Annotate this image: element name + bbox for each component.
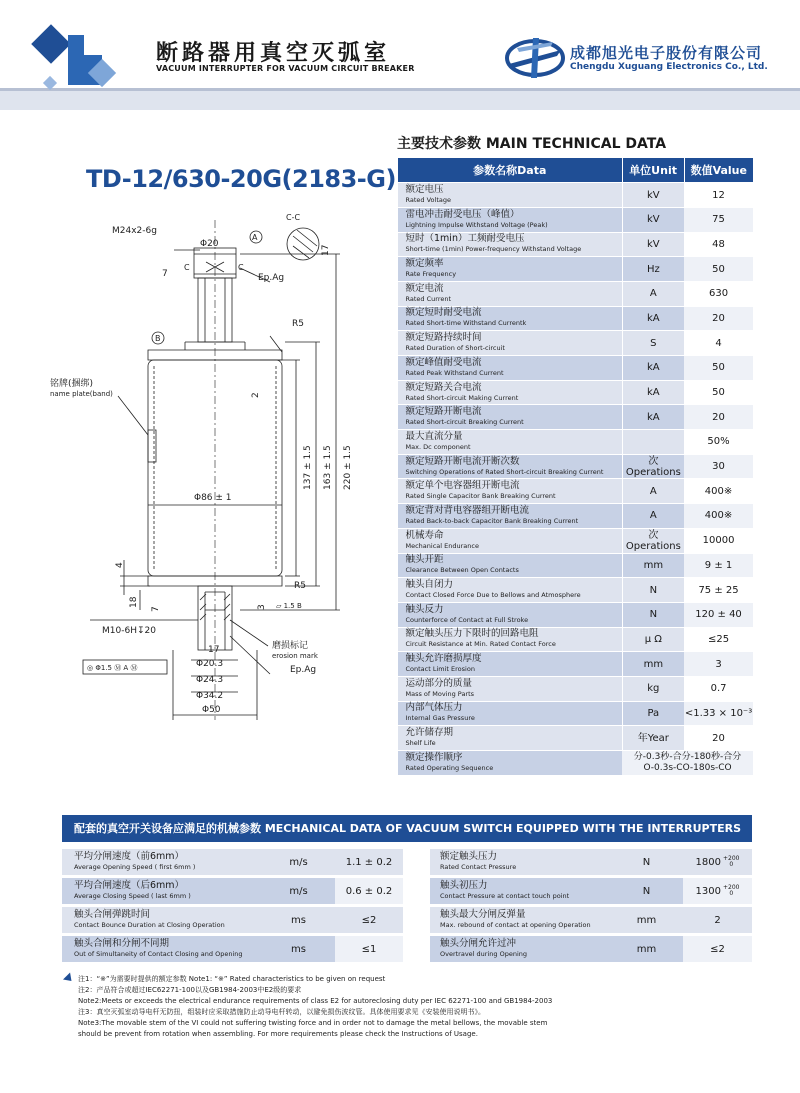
param-name	[398, 356, 623, 381]
table-row	[398, 578, 754, 603]
mech-param-unit: mm	[610, 936, 683, 962]
param-value: 12	[684, 183, 753, 208]
table-row	[398, 454, 754, 479]
param-unit: mm	[622, 553, 684, 578]
param-name-en: Rated Operating Sequence	[405, 764, 494, 773]
mech-param-cn: 触头分闸允许过冲	[440, 938, 517, 949]
label-erosion-cn: 磨损标记	[272, 641, 309, 651]
param-unit: μ Ω	[622, 627, 684, 652]
param-unit: kA	[622, 380, 684, 405]
param-name-en: Mechanical Endurance	[405, 541, 479, 550]
mech-param-value: ≤2	[683, 936, 752, 962]
label-r5-bottom: R5	[294, 581, 306, 591]
mech-row	[62, 936, 752, 962]
param-value: 3	[684, 652, 753, 677]
param-name-en: Rated Single Capacitor Bank Breaking Current	[405, 492, 556, 501]
mech-param-name	[430, 936, 610, 962]
param-value: 75	[684, 207, 753, 232]
param-value: 48	[684, 232, 753, 257]
label-phi20: Φ20	[200, 239, 219, 249]
tolerance: +200 0	[722, 855, 740, 868]
param-name-en: Switching Operations of Rated Short-circuit Breaking Current	[405, 467, 604, 476]
label-dim7b: 7	[151, 606, 161, 612]
mech-row	[62, 849, 752, 875]
table-row	[398, 627, 754, 652]
label-nameplate-en: name plate(band)	[50, 390, 113, 398]
mech-gap	[403, 878, 430, 904]
label-dim4: 4	[115, 562, 125, 568]
mech-param-cn: 平均分闸速度（前6mm）	[74, 851, 185, 862]
param-name	[398, 578, 623, 603]
param-name-cn: 额定电流	[405, 282, 444, 294]
param-name	[398, 232, 623, 257]
mech-param-name	[62, 849, 262, 875]
param-value: 10000	[684, 528, 753, 553]
mech-param-name	[430, 849, 610, 875]
header-band-line	[0, 88, 800, 91]
param-value: 50	[684, 356, 753, 381]
decor-diamond-icon	[31, 24, 71, 64]
param-unit: Hz	[622, 257, 684, 282]
table-row	[398, 281, 754, 306]
mech-param-name	[430, 878, 610, 904]
param-name-en: Rated Peak Withstand Current	[405, 368, 504, 377]
param-unit: 次 Operations	[622, 454, 684, 479]
param-name-en: Rated Duration of Short-circuit	[405, 344, 505, 353]
company-name-en: Chengdu Xuguang Electronics Co., Ltd.	[570, 62, 768, 72]
header-band	[0, 88, 800, 110]
param-value: 120 ± 40	[684, 602, 753, 627]
param-name	[398, 454, 623, 479]
param-name-cn: 允许储存期	[405, 727, 454, 739]
doc-title-cn: 断路器用真空灭弧室	[156, 41, 391, 66]
param-name	[398, 553, 623, 578]
param-name-cn: 内部气体压力	[405, 702, 463, 714]
table-row	[398, 356, 754, 381]
label-erosion-en: erosion mark	[272, 652, 318, 660]
table-row	[398, 380, 754, 405]
param-unit: kA	[622, 306, 684, 331]
mech-param-unit: m/s	[262, 849, 335, 875]
param-unit: A	[622, 479, 684, 504]
param-name-cn: 额定电压	[405, 184, 444, 196]
label-thread-bottom: M10-6H↧20	[102, 626, 156, 636]
param-name-cn: 额定短路关合电流	[405, 381, 482, 393]
notes	[78, 974, 738, 1040]
mech-param-cn: 触头最大分闸反弹量	[440, 909, 526, 920]
param-unit: A	[622, 504, 684, 529]
table-row	[398, 430, 754, 455]
label-c-right: C	[238, 263, 244, 272]
col-header-name: 参数名称Data	[398, 158, 623, 183]
table-row	[398, 232, 754, 257]
mech-param-value: 2	[683, 907, 752, 933]
param-name	[398, 528, 623, 553]
table-row	[398, 306, 754, 331]
param-unit: kV	[622, 207, 684, 232]
label-dim18: 18	[129, 596, 139, 608]
table-row	[398, 479, 754, 504]
param-name	[398, 504, 623, 529]
label-ep-ag-bottom: Ep.Ag	[290, 665, 317, 675]
param-name-cn: 触头开距	[405, 554, 444, 566]
param-name	[398, 701, 623, 726]
param-value: 400※	[684, 479, 753, 504]
param-name-en: Shelf Life	[405, 739, 436, 748]
table-row	[398, 504, 754, 529]
label-dim17b: 17	[208, 645, 220, 655]
table-row	[398, 602, 754, 627]
param-name-cn: 短时（1min）工频耐受电压	[405, 233, 525, 245]
param-name	[398, 207, 623, 232]
table-row	[398, 652, 754, 677]
param-unit: 年Year	[622, 726, 684, 751]
table-row	[398, 676, 754, 701]
param-name-en: Max. Dc component	[405, 442, 471, 451]
param-name-en: Clearance Between Open Contacts	[405, 566, 519, 575]
tolerance: +200 0	[722, 884, 740, 897]
label-circle-b: B	[155, 334, 161, 343]
note-line: 注3：真空灭弧室动导电杆无防扭，组装时应采取措施防止动导电杆转动，以避免损伤波纹管。具体使用要求见《安装使用说明书》。	[78, 1008, 485, 1016]
mech-param-cn: 额定触头压力	[440, 851, 498, 862]
param-name	[398, 183, 623, 208]
param-value: ≤25	[684, 627, 753, 652]
mech-param-cn: 触头合闸和分闸不同期	[74, 938, 170, 949]
param-value: 50%	[684, 430, 753, 455]
param-unit: N	[622, 602, 684, 627]
param-name	[398, 627, 623, 652]
param-name-cn: 额定背对背电容器组开断电流	[405, 504, 530, 516]
param-name-en: Rated Voltage	[405, 196, 451, 205]
label-dim3: 3	[257, 604, 267, 610]
mech-param-en: Average Closing Speed ( last 6mm )	[74, 892, 191, 900]
param-name	[398, 306, 623, 331]
interrupter-drawing	[50, 200, 360, 730]
param-name-cn: 雷电冲击耐受电压（峰值）	[405, 208, 520, 220]
mech-param-name	[430, 907, 610, 933]
param-unit: kg	[622, 676, 684, 701]
param-value: 400※	[684, 504, 753, 529]
param-name-cn: 额定触头压力下限时的回路电阻	[405, 628, 539, 640]
mech-param-unit: m/s	[262, 878, 335, 904]
mech-gap	[403, 849, 430, 875]
mech-param-value: 0.6 ± 0.2	[335, 878, 403, 904]
param-name-cn: 触头反力	[405, 603, 444, 615]
param-value: 20	[684, 306, 753, 331]
param-name-en: Internal Gas Pressure	[405, 714, 475, 723]
mech-param-en: Rated Contact Pressure	[440, 863, 517, 871]
mech-param-en: Out of Simultaneity of Contact Closing and Opening	[74, 950, 243, 958]
label-section: C-C	[286, 213, 301, 222]
param-name-cn: 额定短路持续时间	[405, 332, 482, 344]
label-nameplate-cn: 铭牌(捆绑)	[50, 379, 94, 389]
label-phi34: Φ34.2	[196, 691, 224, 701]
param-value: 630	[684, 281, 753, 306]
param-value: 75 ± 25	[684, 578, 753, 603]
mech-param-unit: ms	[262, 936, 335, 962]
label-fcf-coax: ◎ Φ1.5 Ⓜ A Ⓜ	[87, 664, 138, 672]
mech-param-unit: ms	[262, 907, 335, 933]
mech-param-value: 1800 +200 0	[683, 849, 752, 875]
table-row	[398, 726, 754, 751]
mech-param-name	[62, 936, 262, 962]
param-unit	[622, 430, 684, 455]
note-line: 注2：产品符合或超过IEC62271-100以及GB1984-2003中E2级的要求	[78, 986, 302, 994]
mech-param-cn: 触头合闸弹跳时间	[74, 909, 151, 920]
label-fcf-flat: ⏥ 1.5 B	[276, 602, 302, 610]
label-r5-top: R5	[292, 319, 304, 329]
param-name	[398, 676, 623, 701]
param-name-en: Mass of Moving Parts	[405, 689, 475, 698]
param-name-en: Short-time (1min) Power-frequency Withstand Voltage	[405, 245, 582, 254]
param-name-en: Rated Current	[405, 294, 452, 303]
param-name-cn: 额定单个电容器组开断电流	[405, 480, 520, 492]
table-row	[398, 207, 754, 232]
param-value: 50	[684, 380, 753, 405]
mech-param-en: Contact Bounce Duration at Closing Operation	[74, 921, 225, 929]
param-name	[398, 602, 623, 627]
main-data-table	[397, 158, 753, 775]
param-name-cn: 额定短路开断电流开断次数	[405, 455, 520, 467]
mech-param-name	[62, 907, 262, 933]
mech-param-en: Max. rebound of contact at opening Operation	[440, 921, 591, 929]
table-row	[398, 553, 754, 578]
mech-param-cn: 触头初压力	[440, 880, 488, 891]
param-name-cn: 机械寿命	[405, 529, 444, 541]
param-unit: kV	[622, 232, 684, 257]
table-row	[398, 183, 754, 208]
param-value: 50	[684, 257, 753, 282]
param-name	[398, 257, 623, 282]
param-unit: N	[622, 578, 684, 603]
param-unit: 次 Operations	[622, 528, 684, 553]
param-name-cn: 额定短时耐受电流	[405, 307, 482, 319]
mech-param-value: 1300 +200 0	[683, 878, 752, 904]
label-phi20b: Φ20.3	[196, 659, 224, 669]
note-line: Note3:The movable stem of the VI could not suffering twisting force and in order not to damage the metal bellows, the movable stem	[78, 1019, 548, 1027]
note-line: 注1：“※”为需要时提供的额定参数 Note1: “※” Rated characteristics to be given on request	[78, 975, 386, 983]
param-name	[398, 331, 623, 356]
param-name-cn: 额定短路开断电流	[405, 406, 482, 418]
mech-param-unit: mm	[610, 907, 683, 933]
label-c7: 7	[162, 269, 168, 279]
mechanical-table	[62, 846, 752, 965]
note-line: Note2:Meets or exceeds the electrical endurance requirements of class E2 for autoreclosing duty per IEC 62271-100 and GB1984-2003	[78, 997, 553, 1005]
notes-arrow-icon	[63, 972, 75, 984]
mech-param-unit: N	[610, 878, 683, 904]
param-name	[398, 281, 623, 306]
mech-param-name	[62, 878, 262, 904]
label-circle-a: A	[252, 233, 258, 242]
mech-row	[62, 878, 752, 904]
param-name	[398, 479, 623, 504]
mech-row	[62, 907, 752, 933]
mechanical-title: 配套的真空开关设备应满足的机械参数 MECHANICAL DATA OF VACUUM SWITCH EQUIPPED WITH THE INTERRUPTERS	[62, 815, 752, 842]
mech-param-value: ≤1	[335, 936, 403, 962]
param-value: 0.7	[684, 676, 753, 701]
main-data-title: 主要技术参数 MAIN TECHNICAL DATA	[397, 136, 667, 152]
param-name-cn: 触头允许磨损厚度	[405, 653, 482, 665]
mech-param-en: Contact Pressure at contact touch point	[440, 892, 570, 900]
param-value: 20	[684, 726, 753, 751]
label-dim137: 137 ± 1.5	[303, 445, 313, 490]
param-name-en: Contact Closed Force Due to Bellows and Atmosphere	[405, 591, 581, 600]
company-name-cn: 成都旭光电子股份有限公司	[570, 44, 763, 62]
table-row	[398, 257, 754, 282]
label-dim2: 2	[251, 392, 261, 398]
param-name	[398, 751, 623, 776]
mech-gap	[403, 936, 430, 962]
param-name-cn: 运动部分的质量	[405, 677, 473, 689]
mech-param-value: ≤2	[335, 907, 403, 933]
param-value: 30	[684, 454, 753, 479]
param-unit: S	[622, 331, 684, 356]
label-thread: M24x2-6g	[112, 226, 157, 236]
param-name-en: Counterforce of Contact at Full Stroke	[405, 615, 529, 624]
param-name-cn: 触头自闭力	[405, 579, 454, 591]
table-row	[398, 701, 754, 726]
table-row	[398, 331, 754, 356]
label-phi86: Φ86 ± 1	[194, 493, 232, 503]
param-name	[398, 380, 623, 405]
mech-param-en: Overtravel during Opening	[440, 950, 528, 958]
param-name	[398, 430, 623, 455]
param-name	[398, 726, 623, 751]
param-unit: mm	[622, 652, 684, 677]
label-dim220: 220 ± 1.5	[343, 445, 353, 490]
param-name	[398, 405, 623, 430]
param-unit: kA	[622, 356, 684, 381]
table-row	[398, 405, 754, 430]
label-phi50: Φ50	[202, 705, 221, 715]
param-name-cn: 额定频率	[405, 258, 444, 270]
note-line: should be prevent from rotation when assembling. For more requirements please check the Instructions of Usage.	[78, 1030, 478, 1038]
table-row	[398, 528, 754, 553]
label-ep-ag-top: Ep.Ag	[258, 273, 285, 283]
mech-param-cn: 平均合闸速度（后6mm）	[74, 880, 185, 891]
mech-gap	[403, 907, 430, 933]
mech-param-en: Average Opening Speed ( first 6mm )	[74, 863, 196, 871]
param-name-cn: 额定峰值耐受电流	[405, 356, 482, 368]
param-name-en: Rated Short-time Withstand Currentk	[405, 319, 527, 328]
label-phi24: Φ24.3	[196, 675, 224, 685]
param-unit: kV	[622, 183, 684, 208]
param-value: 20	[684, 405, 753, 430]
param-value: 4	[684, 331, 753, 356]
param-name-en: Rated Back-to-back Capacitor Bank Breaking Current	[405, 516, 579, 525]
param-name-en: Rated Short-circuit Making Current	[405, 393, 519, 402]
param-unit: A	[622, 281, 684, 306]
param-name-en: Rated Short-circuit Breaking Current	[405, 418, 524, 427]
param-name-cn: 额定操作顺序	[405, 752, 463, 764]
table-row	[398, 751, 754, 776]
mech-param-value: 1.1 ± 0.2	[335, 849, 403, 875]
label-c-left: C	[184, 263, 190, 272]
param-unit: kA	[622, 405, 684, 430]
col-header-unit: 单位Unit	[622, 158, 684, 183]
col-header-value: 数值Value	[684, 158, 753, 183]
doc-title-en: VACUUM INTERRUPTER FOR VACUUM CIRCUIT BREAKER	[156, 64, 415, 73]
param-name-en: Lightning Impulse Withstand Voltage (Peak)	[405, 220, 548, 229]
label-dim163: 163 ± 1.5	[323, 445, 333, 490]
model-number: TD-12/630-20G(2183-G)	[86, 165, 396, 193]
param-name-en: Circuit Resistance at Min. Rated Contact Force	[405, 640, 556, 649]
label-dim17: 17	[321, 244, 331, 256]
param-value: <1.33 × 10⁻³	[684, 701, 753, 726]
param-unit: Pa	[622, 701, 684, 726]
param-name	[398, 652, 623, 677]
param-name-en: Contact Limit Erosion	[405, 665, 475, 674]
param-name-en: Rate Frequency	[405, 270, 457, 279]
param-name-cn: 最大直流分量	[405, 430, 463, 442]
param-value: 9 ± 1	[684, 553, 753, 578]
param-value: 分-0.3秒-合分-180秒-合分 O-0.3s-CO-180s-CO	[622, 751, 753, 776]
mech-param-unit: N	[610, 849, 683, 875]
company-logo-icon	[503, 34, 567, 80]
